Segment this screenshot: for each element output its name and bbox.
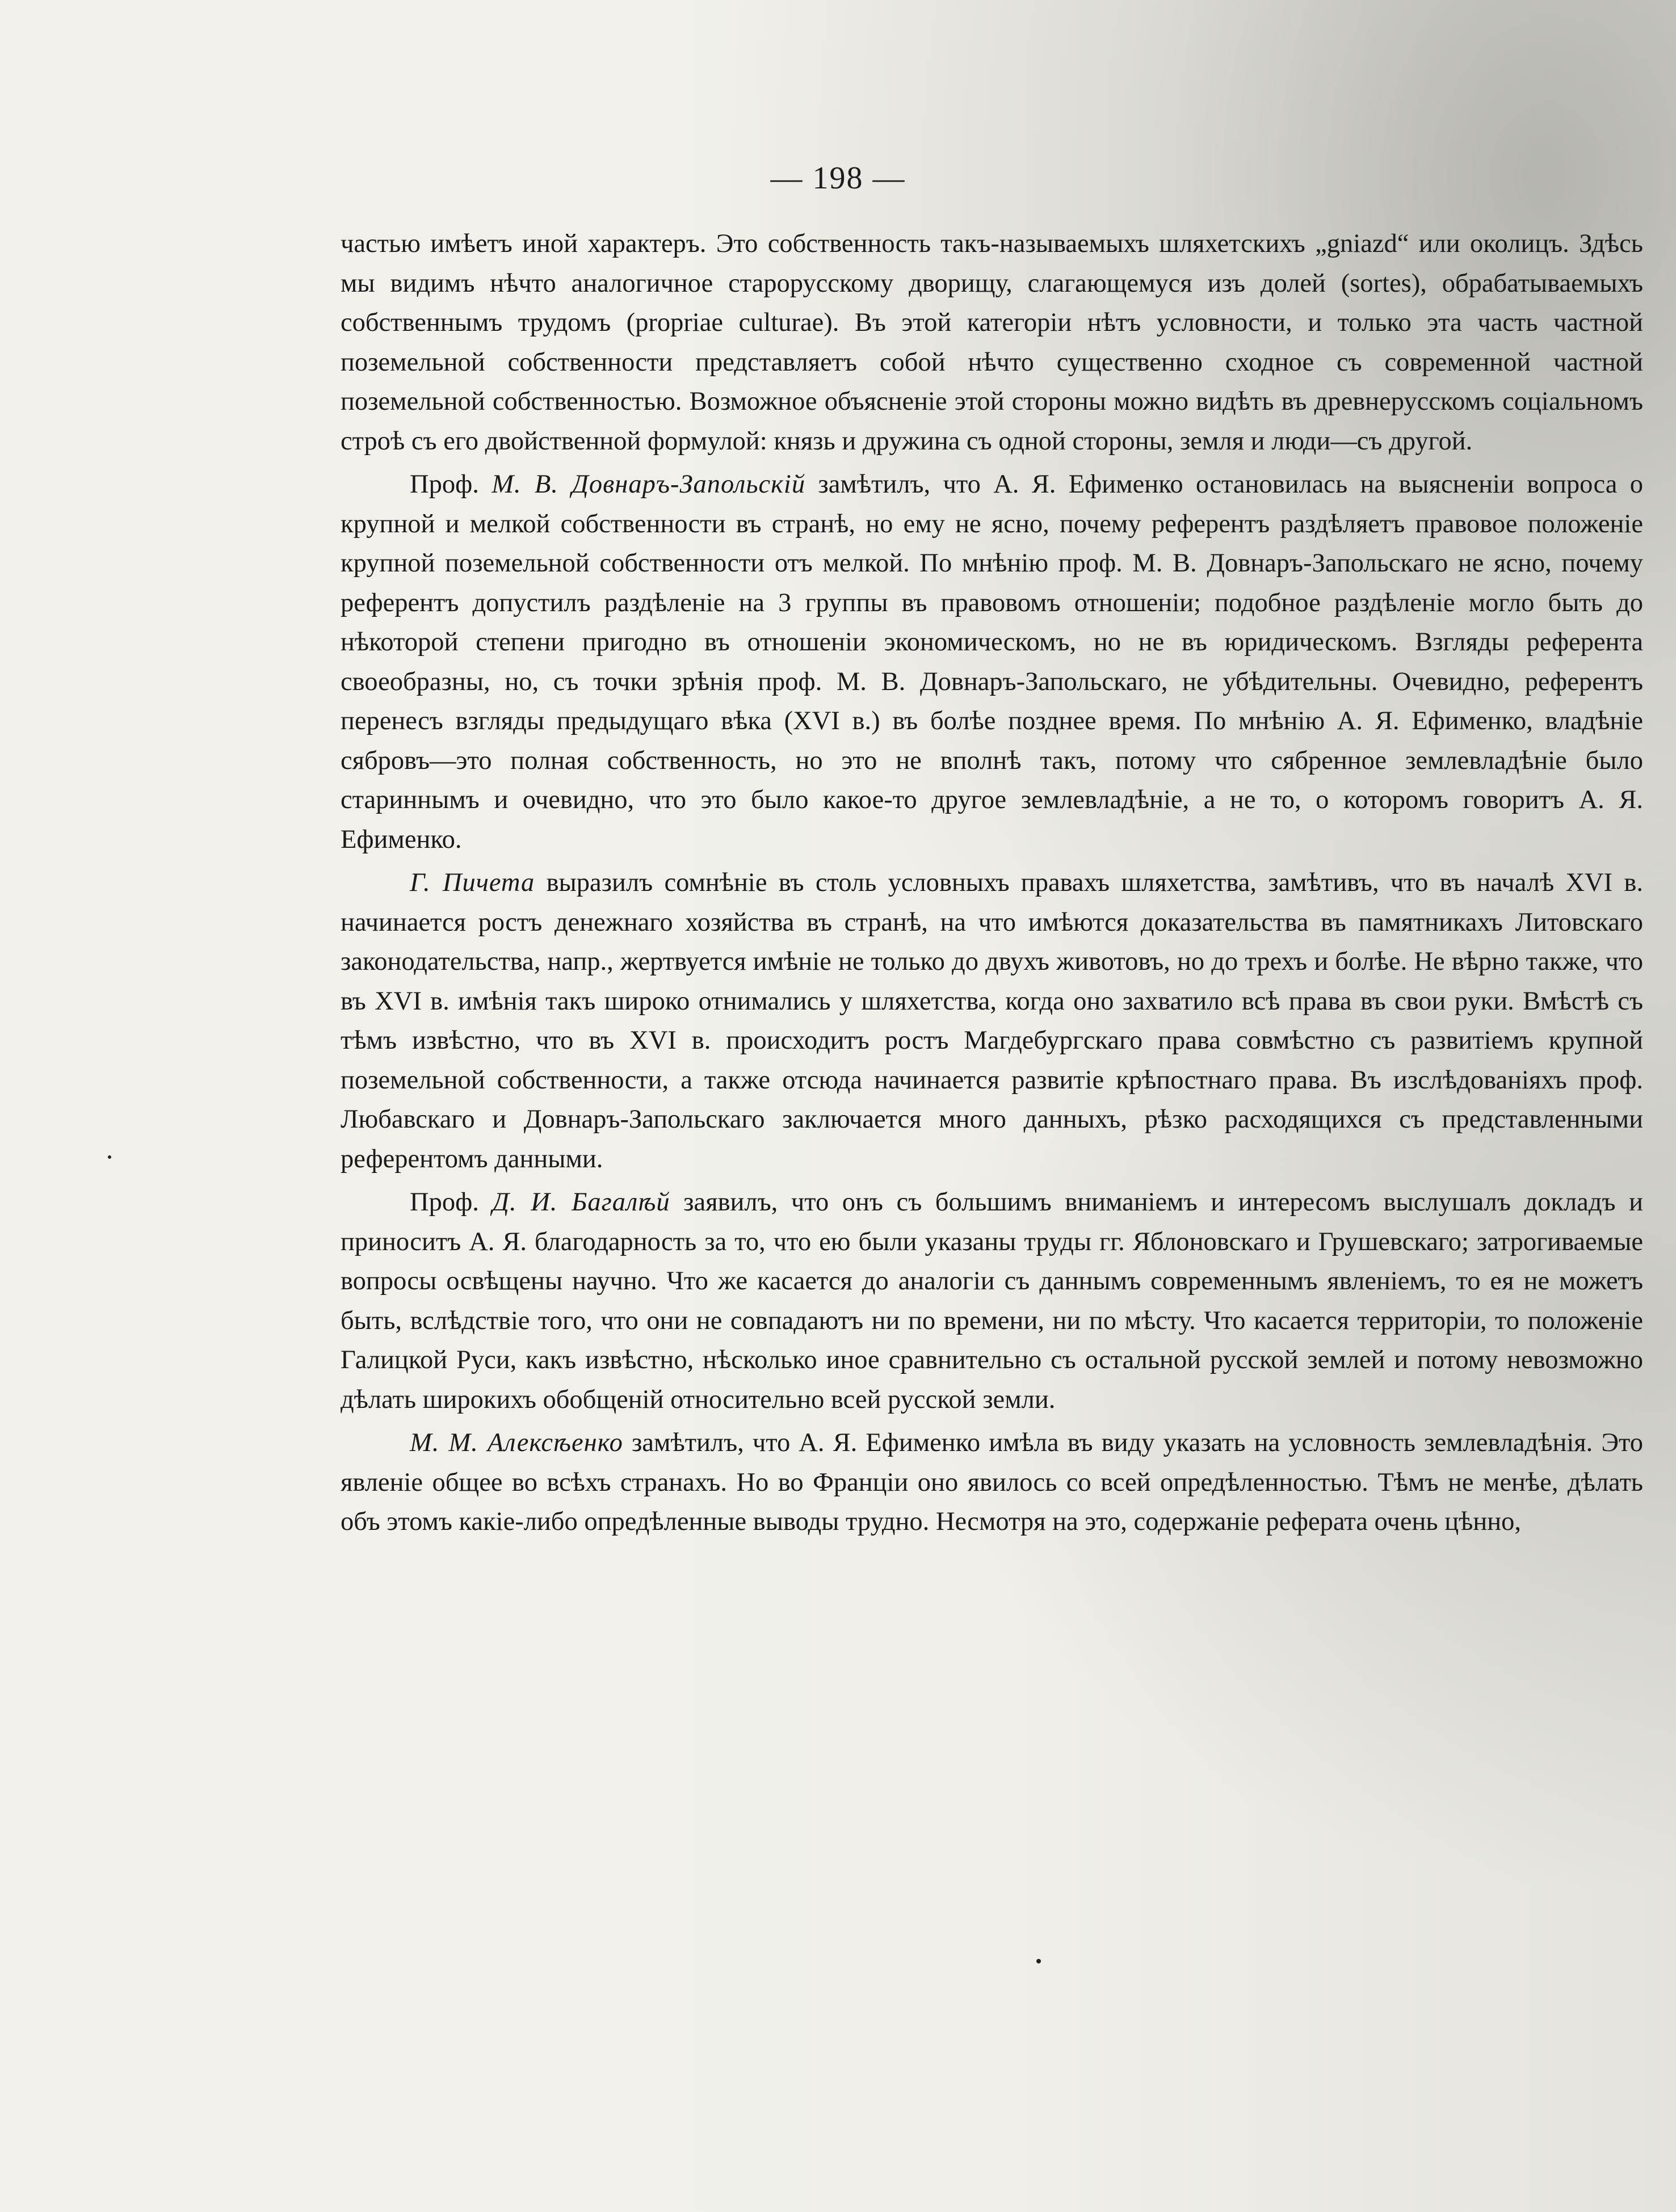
body-text (341, 224, 1643, 1542)
paragraph-2 (341, 465, 1643, 859)
paragraph-5-text: замѣтилъ, что А. Я. Ефименко имѣла въ виду указать на условность землевладѣнія. Это явленіе общее во всѣхъ странахъ. Но во Франціи оно явилось со всей опредѣленностью. Тѣмъ не менѣе, дѣлать объ этомъ какіе-либо опредѣленные выводы трудно. Несмотря на это, содержаніе реферата очень цѣнно, (341, 1428, 1643, 1536)
paragraph-2-speaker: М. В. Довнаръ-Запольскій (492, 470, 806, 499)
paragraph-3-speaker: Г. Пичета (410, 868, 535, 897)
paragraph-4-speaker: Д. И. Багалѣй (492, 1188, 670, 1217)
paragraph-5 (341, 1423, 1643, 1542)
paragraph-2-text: замѣтилъ, что А. Я. Ефименко остановилась на выясненіи вопроса о крупной и мелкой собственности въ странѣ, но ему не ясно, почему референтъ раздѣляетъ правовое положеніе крупной поземельной собственности отъ мелкой. По мнѣнію проф. М. В. Довнаръ-Запольскаго не ясно, почему референтъ допустилъ раздѣленіе на 3 группы въ правовомъ отношеніи; подобное раздѣленіе могло быть до нѣкоторой степени пригодно въ отношеніи экономическомъ, но не въ юридическомъ. Взгляды референта своеобразны, но, съ точки зрѣнія проф. М. В. Довнаръ-Запольскаго, не убѣдительны. Очевидно, референтъ перенесъ взгляды предыдущаго вѣка (XVI в.) въ болѣе позднее время. По мнѣнію А. Я. Ефименко, владѣніе сябровъ—это полная собственность, но это не вполнѣ такъ, потому что сябренное землевладѣніе было стариннымъ и очевидно, что это было какое-то другое землевладѣніе, а не то, о которомъ говоритъ А. Я. Ефименко. (341, 470, 1643, 854)
paragraph-2-prefix: Проф. (410, 470, 492, 499)
paragraph-4 (341, 1183, 1643, 1419)
paragraph-3-text: выразилъ сомнѣніе въ столь условныхъ правахъ шляхетства, замѣтивъ, что въ началѣ XVI в. начинается ростъ денежнаго хозяйства въ странѣ, на что имѣются доказательства въ памятникахъ Литовскаго законодательства, напр., жертвуется имѣніе не только до двухъ животовъ, но до трехъ и болѣе. Не вѣрно также, что въ XVI в. имѣнія такъ широко отнимались у шляхетства, когда оно захватило всѣ права въ свои руки. Вмѣстѣ съ тѣмъ извѣстно, что въ XVI в. происходитъ ростъ Магдебургскаго права совмѣстно съ развитіемъ крупной поземельной собственности, а также отсюда начинается развитіе крѣпостнаго права. Въ изслѣдованіяхъ проф. Любавскаго и Довнаръ-Запольскаго заключается много данныхъ, рѣзко расходящихся съ представленными референтомъ данными. (341, 868, 1643, 1174)
paragraph-5-speaker: М. М. Алексѣенко (410, 1428, 623, 1457)
paragraph-3 (341, 863, 1643, 1179)
print-speck (108, 1155, 111, 1159)
print-speck (1036, 1959, 1041, 1963)
paragraph-4-prefix: Проф. (410, 1188, 493, 1217)
page-number: — 198 — (770, 161, 906, 196)
paragraph-4-text: заявилъ, что онъ съ большимъ вниманіемъ и интересомъ выслушалъ докладъ и приноситъ А. Я. благодарность за то, что ею были указаны труды гг. Яблоновскаго и Грушевскаго; затрогиваемые вопросы освѣщены научно. Что же касается до аналогіи съ даннымъ современнымъ явленіемъ, то ея не можетъ быть, вслѣдствіе того, что они не совпадаютъ ни по времени, ни по мѣсту. Что касается территоріи, то положеніе Галицкой Руси, какъ извѣстно, нѣсколько иное сравнительно съ остальной русской землей и потому невозможно дѣлать широкихъ обобщеній относительно всей русской земли. (341, 1188, 1643, 1414)
paragraph-1 (341, 224, 1643, 461)
paragraph-1-text: частью имѣетъ иной характеръ. Это собственность такъ-называемыхъ шляхетскихъ „gniazd“ или околицъ. Здѣсь мы видимъ нѣчто аналогичное старорусскому дворищу, слагающемуся изъ долей (sortes), обрабатываемыхъ собственнымъ трудомъ (propriae culturae). Въ этой категоріи нѣтъ условности, и только эта часть частной поземельной собственности представляетъ собой нѣчто существенно сходное съ современной частной поземельной собственностью. Возможное объясненіе этой стороны можно видѣть въ древнерусскомъ соціальномъ строѣ съ его двойственной формулой: князь и дружина съ одной стороны, земля и люди—съ другой. (341, 229, 1643, 456)
